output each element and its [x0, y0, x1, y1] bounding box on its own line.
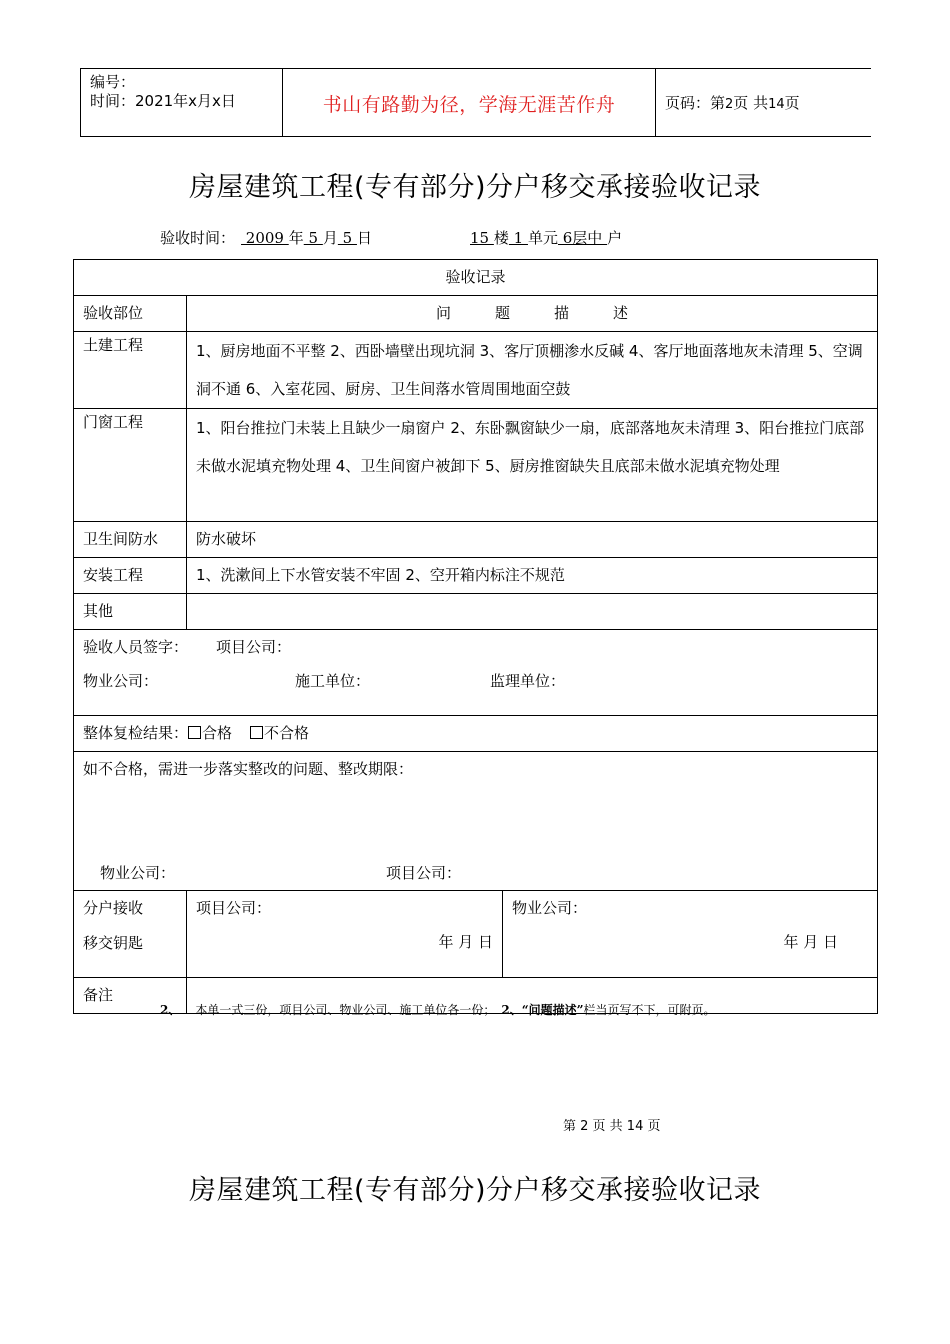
col-desc-header: 问 题 描 述	[187, 296, 878, 332]
page-title: 房屋建筑工程(专有部分)分户移交承接验收记录	[188, 172, 762, 203]
handover-project-cell	[187, 891, 503, 978]
recheck-cell	[74, 716, 878, 752]
page-footer: 第 2 页 共 14 页	[563, 1119, 661, 1134]
pass-checkbox[interactable]	[188, 726, 201, 739]
header-info-cell	[81, 69, 283, 136]
signer-property-company: 物业公司：	[83, 672, 159, 690]
inspection-date: 验收时间： 2009 年 5 月 5 日	[160, 229, 372, 247]
page-code: 页码：第2页 共14页	[665, 94, 800, 112]
header-motto-cell	[283, 69, 656, 136]
handover-property-date: 年 月 日	[783, 933, 839, 951]
rectify-label: 如不合格，需进一步落实整改的问题、整改期限：	[83, 760, 414, 778]
signers-label: 验收人员签字：	[83, 638, 189, 656]
handover-label-1: 分户接收	[83, 899, 144, 917]
table-row	[74, 594, 878, 630]
signers-cell	[74, 630, 878, 716]
remarks-label: 备注	[74, 978, 187, 1014]
row-desc: 防水破坏	[187, 522, 878, 558]
motto: 书山有路勤为径，学海无涯苦作舟	[322, 94, 616, 116]
document-number: 编号：	[90, 73, 136, 91]
table-row	[74, 332, 878, 409]
row-desc: 1、洗漱间上下水管安装不牢固 2、空开箱内标注不规范	[187, 558, 878, 594]
row-part: 卫生间防水	[74, 522, 187, 558]
row-desc	[187, 594, 878, 630]
document-time: 时间：2021年x月x日	[90, 92, 236, 110]
handover-label-2: 移交钥匙	[83, 934, 144, 952]
handover-label-cell	[74, 891, 187, 978]
signer-supervision-unit: 监理单位：	[490, 672, 566, 690]
table-row	[74, 558, 878, 594]
row-part: 门窗工程	[74, 409, 187, 522]
rectify-property-company: 物业公司：	[100, 864, 176, 882]
handover-property-company: 物业公司：	[512, 899, 588, 917]
handover-project-company: 项目公司：	[196, 899, 272, 917]
row-desc: 1、阳台推拉门未装上且缺少一扇窗户 2、东卧飘窗缺少一扇，底部落地灰未清理 3、阳台推拉门底部未做水泥填充物处理 4、卫生间窗户被卸下 5、厨房推窗缺失且底部未做水泥填充物处理	[187, 409, 878, 522]
section-header: 验收记录	[74, 260, 878, 296]
col-part-header: 验收部位	[74, 296, 187, 332]
fail-label: 不合格	[264, 724, 310, 742]
row-part: 其他	[74, 594, 187, 630]
inspection-location: 15 楼 1 单元 6层中 户	[470, 229, 623, 247]
handover-project-date: 年 月 日	[438, 933, 493, 951]
row-part: 安装工程	[74, 558, 187, 594]
footnote: 2、 本单一式三份，项目公司、物业公司、施工单位各一份； 2、“问题描述”栏当页写不下，可附页。	[160, 1003, 716, 1017]
rectify-cell	[74, 752, 878, 891]
pass-label: 合格	[202, 724, 233, 742]
signer-project-company: 项目公司：	[216, 638, 292, 656]
handover-property-cell	[503, 891, 878, 978]
document-header	[80, 68, 871, 137]
table-row	[74, 522, 878, 558]
table-row	[74, 409, 878, 522]
row-desc: 1、厨房地面不平整 2、西卧墙壁出现坑洞 3、客厅顶棚渗水反碱 4、客厅地面落地灰未清理 5、空调洞不通 6、入室花园、厨房、卫生间落水管周围地面空鼓	[187, 332, 878, 409]
inspection-record-table	[73, 259, 878, 1014]
next-page-title: 房屋建筑工程(专有部分)分户移交承接验收记录	[188, 1175, 762, 1206]
recheck-label: 整体复检结果：	[83, 724, 189, 742]
row-part: 土建工程	[74, 332, 187, 409]
rectify-project-company: 项目公司：	[386, 864, 462, 882]
signer-construction-unit: 施工单位：	[295, 672, 371, 690]
fail-checkbox[interactable]	[250, 726, 263, 739]
header-page-cell	[656, 69, 871, 136]
